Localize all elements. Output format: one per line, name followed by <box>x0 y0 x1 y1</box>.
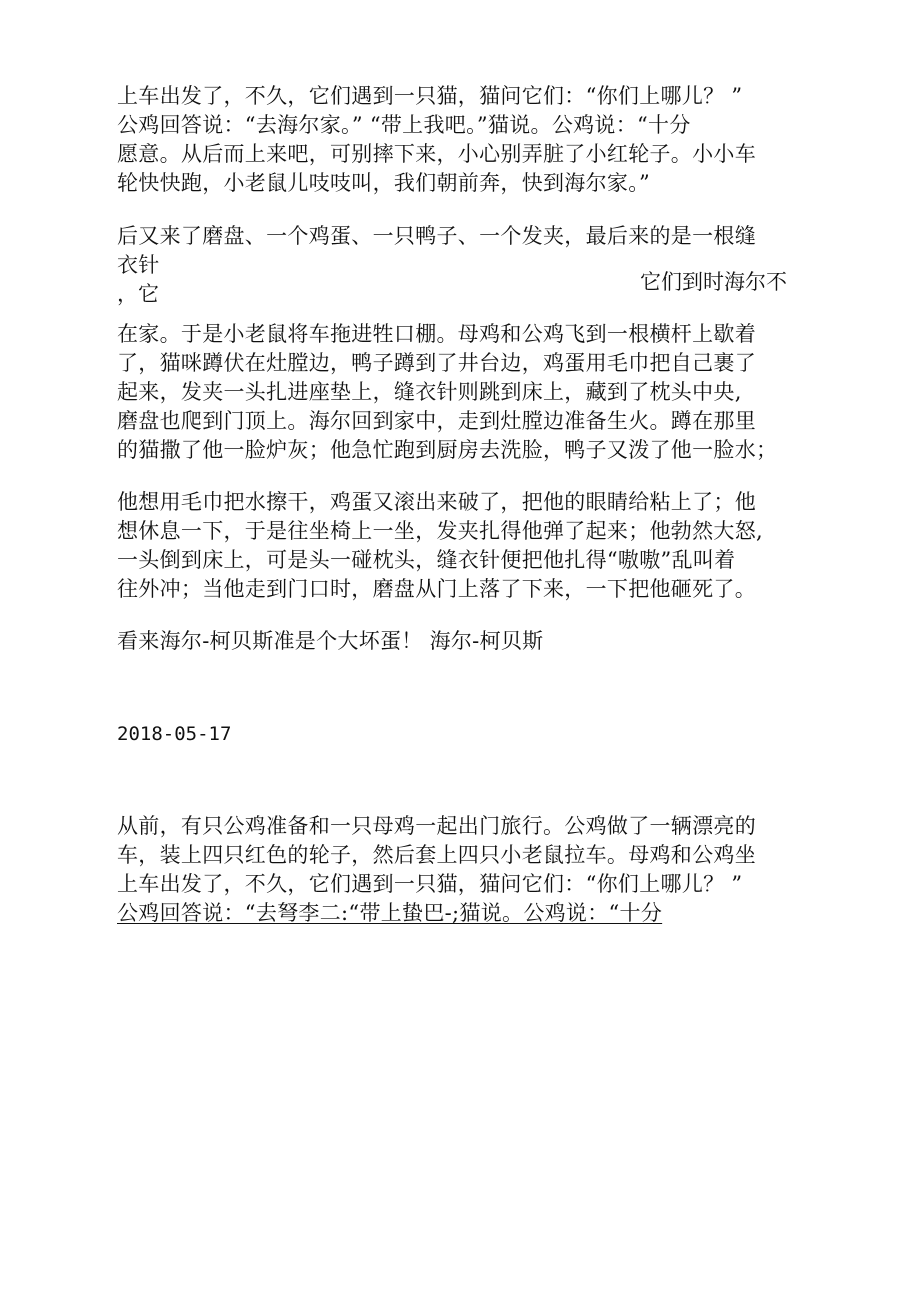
split-line-right-text: 它们到时海尔不 <box>640 270 787 294</box>
paragraph-line-underlined: 公鸡回答说：“去弩李二:“带上蛰巴-;猫说。公鸡说：“十分 <box>117 901 663 925</box>
paragraph-line: 了，猫咪蹲伏在灶膛边，鸭子蹲到了井台边，鸡蛋用毛巾把自己裹了 <box>117 351 756 375</box>
date-stamp: 2018-05-17 <box>117 723 232 745</box>
paragraph-line: 轮快快跑，小老鼠儿吱吱叫，我们朝前奔，快到海尔家。” <box>117 171 651 195</box>
paragraph-line: 后又来了磨盘、一个鸡蛋、一只鸭子、一个发夹，最后来的是一根缝 <box>117 224 756 248</box>
paragraph-line: 看来海尔-柯贝斯准是个大坏蛋！ 海尔-柯贝斯 <box>117 629 544 653</box>
paragraph-line: 起来，发夹一头扎进座垫上，缝衣针则跳到床上，藏到了枕头中央, <box>117 380 742 404</box>
paragraph-line: 上车出发了，不久，它们遇到一只猫，猫问它们：“你们上哪儿？ ” <box>117 872 743 896</box>
paragraph-line: 愿意。从后而上来吧，可别摔下来，小心别弄脏了小红轮子。小小车 <box>117 142 756 166</box>
paragraph-1 <box>117 82 787 198</box>
paragraph-line: 上车出发了，不久，它们遇到一只猫，猫问它们：“你们上哪儿？ ” <box>117 84 743 108</box>
paragraph-line: 想休息一下，于是往坐椅上一坐，发夹扎得他弹了起来；他勃然大怒, <box>117 519 763 543</box>
paragraph-line: 一头倒到床上，可是头一碰枕头，缝衣针便把他扎得“嗷嗷”乱叫着 <box>117 548 736 572</box>
paragraph-line: 往外冲；当他走到门口时，磨盘从门上落了下来，一下把他砸死了。 <box>117 577 756 601</box>
paragraph-line: 车，装上四只红色的轮子，然后套上四只小老鼠拉车。母鸡和公鸡坐 <box>117 843 756 867</box>
paragraph-line: 磨盘也爬到门顶上。海尔回到家中，走到灶膛边准备生火。蹲在那里 <box>117 409 756 433</box>
paragraph-line: 在家。于是小老鼠将车拖进牲口棚。母鸡和公鸡飞到一根横杆上歇着 <box>117 322 756 346</box>
paragraph-line: 他想用毛巾把水擦干，鸡蛋又滚出来破了，把他的眼睛给粘上了；他 <box>117 490 756 514</box>
split-line-left-text: ，它 <box>117 282 159 306</box>
paragraph-line: 衣针 <box>117 253 160 277</box>
paragraph-3 <box>117 320 787 465</box>
paragraph-4 <box>117 488 787 604</box>
paragraph-line: 公鸡回答说：“去海尔家。” “带上我吧。”猫说。公鸡说：“十分 <box>117 113 691 137</box>
paragraph-line: 从前，有只公鸡准备和一只母鸡一起出门旅行。公鸡做了一辆漂亮的 <box>117 814 756 838</box>
paragraph-line: 的猫撒了他一脸炉灰；他急忙跑到厨房去洗脸，鸭子又泼了他一脸水； <box>117 438 778 462</box>
paragraph-5 <box>117 627 787 656</box>
paragraph-6 <box>117 812 787 928</box>
paragraph-2-split-line <box>117 270 787 307</box>
